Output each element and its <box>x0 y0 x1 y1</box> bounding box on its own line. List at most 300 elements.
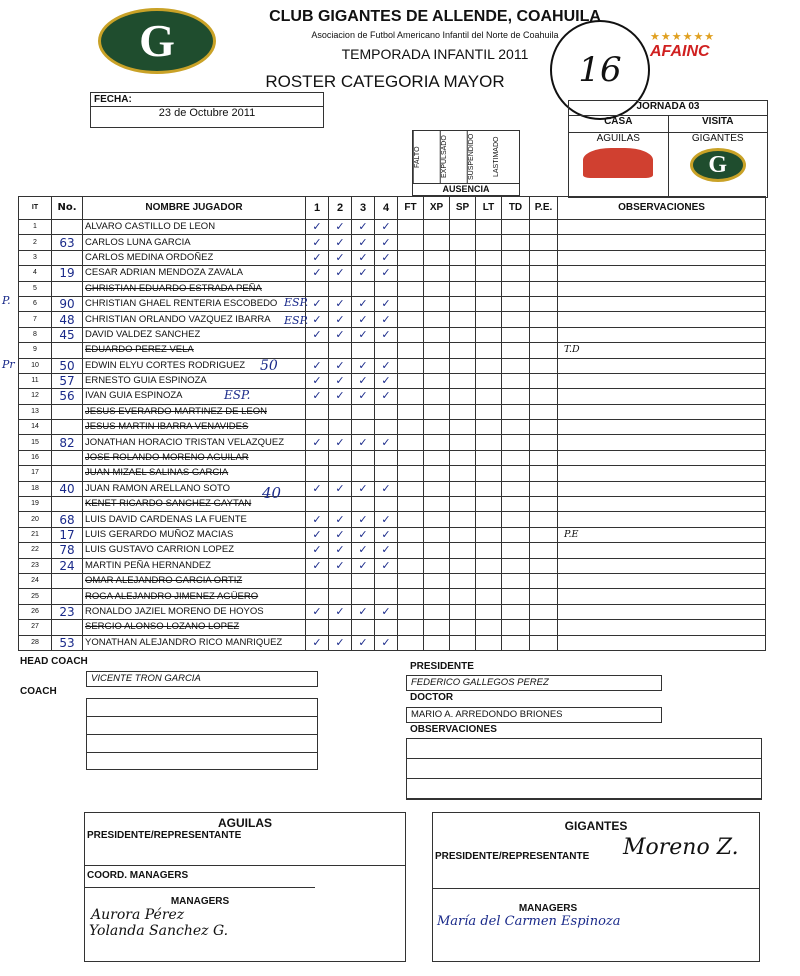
sp-cell <box>450 296 476 311</box>
ft-cell <box>398 373 424 388</box>
lt-cell <box>476 573 502 588</box>
player-it: 27 <box>19 620 52 635</box>
player-it: 24 <box>19 573 52 588</box>
table-row <box>19 266 766 281</box>
col-ft: FT <box>398 197 424 220</box>
roster-body <box>19 220 766 651</box>
sp-cell <box>450 558 476 573</box>
quarter-4-check <box>375 420 398 435</box>
sp-cell <box>450 373 476 388</box>
player-name: EDWIN ELYU CORTES RODRIGUEZ <box>83 358 306 373</box>
circled-number: 16 <box>550 20 650 120</box>
player-observation <box>558 220 766 235</box>
player-name: JESUS MARTIN IBARRA VENAVIDES <box>83 420 306 435</box>
lt-cell <box>476 266 502 281</box>
player-name: OMAR ALEJANDRO GARCIA ORTIZ <box>83 573 306 588</box>
quarter-3-check <box>352 404 375 419</box>
head-coach-field: VICENTE TRON GARCIA <box>86 671 318 687</box>
visita-label: VISITA <box>668 116 768 132</box>
sp-cell <box>450 404 476 419</box>
sp-cell <box>450 589 476 604</box>
quarter-4-check: ✓ <box>375 220 398 235</box>
quarter-2-check <box>329 620 352 635</box>
aguilas-title: AGUILAS <box>218 816 272 830</box>
lt-cell <box>476 512 502 527</box>
player-number: 63 <box>52 235 83 250</box>
table-row <box>19 466 766 481</box>
pe-cell <box>530 466 558 481</box>
lt-cell <box>476 327 502 342</box>
lt-cell <box>476 250 502 265</box>
ft-cell <box>398 404 424 419</box>
quarter-4-check: ✓ <box>375 481 398 496</box>
quarter-1-check <box>306 620 329 635</box>
quarter-1-check: ✓ <box>306 543 329 558</box>
quarter-1-check: ✓ <box>306 604 329 619</box>
pe-cell <box>530 327 558 342</box>
ft-cell <box>398 389 424 404</box>
table-row <box>19 635 766 650</box>
ft-cell <box>398 635 424 650</box>
table-row <box>19 389 766 404</box>
table-row <box>19 604 766 619</box>
ft-cell <box>398 558 424 573</box>
quarter-4-check: ✓ <box>375 312 398 327</box>
suspendido-col: SUSPENDIDO <box>467 131 494 183</box>
lt-cell <box>476 635 502 650</box>
td-cell <box>502 620 530 635</box>
quarter-2-check <box>329 589 352 604</box>
quarter-3-check: ✓ <box>352 558 375 573</box>
td-cell <box>502 558 530 573</box>
player-it: 20 <box>19 512 52 527</box>
player-it: 16 <box>19 450 52 465</box>
pe-cell <box>530 389 558 404</box>
ft-cell <box>398 497 424 512</box>
player-number: 19 <box>52 266 83 281</box>
quarter-3-check: ✓ <box>352 527 375 542</box>
quarter-2-check: ✓ <box>329 481 352 496</box>
doctor-field: MARIO A. ARREDONDO BRIONES <box>406 707 662 723</box>
player-observation <box>558 497 766 512</box>
player-it: 7 <box>19 312 52 327</box>
player-number: 53 <box>52 635 83 650</box>
sp-cell <box>450 235 476 250</box>
quarter-3-check: ✓ <box>352 635 375 650</box>
player-name: YONATHAN ALEJANDRO RICO MANRIQUEZ <box>83 635 306 650</box>
quarter-3-check: ✓ <box>352 250 375 265</box>
sp-cell <box>450 358 476 373</box>
lt-cell <box>476 373 502 388</box>
quarter-3-check <box>352 281 375 296</box>
quarter-2-check: ✓ <box>329 266 352 281</box>
td-cell <box>502 543 530 558</box>
quarter-4-check: ✓ <box>375 558 398 573</box>
quarter-1-check <box>306 343 329 358</box>
pe-cell <box>530 435 558 450</box>
player-number <box>52 220 83 235</box>
xp-cell <box>424 220 450 235</box>
pe-cell <box>530 604 558 619</box>
ft-cell <box>398 327 424 342</box>
td-cell <box>502 281 530 296</box>
table-row <box>19 373 766 388</box>
player-observation <box>558 235 766 250</box>
quarter-2-check: ✓ <box>329 389 352 404</box>
player-number <box>52 250 83 265</box>
player-observation <box>558 296 766 311</box>
player-it: 13 <box>19 404 52 419</box>
player-observation <box>558 404 766 419</box>
col-lt: LT <box>476 197 502 220</box>
player-observation <box>558 635 766 650</box>
quarter-1-check: ✓ <box>306 373 329 388</box>
quarter-3-check: ✓ <box>352 435 375 450</box>
sp-cell <box>450 266 476 281</box>
absence-header <box>412 130 520 196</box>
sp-cell <box>450 420 476 435</box>
absence-label: AUSENCIA <box>413 183 519 194</box>
player-observation <box>558 512 766 527</box>
pe-cell <box>530 589 558 604</box>
player-name: ERNESTO GUIA ESPINOZA <box>83 373 306 388</box>
td-cell <box>502 604 530 619</box>
quarter-2-check: ✓ <box>329 250 352 265</box>
xp-cell <box>424 389 450 404</box>
presidente-label: PRESIDENTE <box>410 661 474 672</box>
player-it: 6 <box>19 296 52 311</box>
player-name: JUAN MIZAEL SALINAS GARCIA <box>83 466 306 481</box>
player-observation <box>558 435 766 450</box>
player-it: 19 <box>19 497 52 512</box>
col-xp: XP <box>424 197 450 220</box>
quarter-3-check <box>352 466 375 481</box>
col-q2: 2 <box>329 197 352 220</box>
quarter-4-check <box>375 466 398 481</box>
quarter-2-check: ✓ <box>329 435 352 450</box>
quarter-4-check: ✓ <box>375 512 398 527</box>
player-number: 45 <box>52 327 83 342</box>
side-note-mark-1: P. <box>2 294 11 307</box>
sp-cell <box>450 635 476 650</box>
pe-cell <box>530 620 558 635</box>
quarter-2-check <box>329 497 352 512</box>
gigantes-pres-signature: Moreno Z. <box>623 835 739 860</box>
roster-title: ROSTER CATEGORIA MAYOR <box>265 72 505 91</box>
pe-cell <box>530 543 558 558</box>
quarter-1-check: ✓ <box>306 250 329 265</box>
player-it: 4 <box>19 266 52 281</box>
quarter-3-check: ✓ <box>352 358 375 373</box>
table-row <box>19 435 766 450</box>
table-row <box>19 250 766 265</box>
table-row <box>19 281 766 296</box>
player-it: 12 <box>19 389 52 404</box>
quarter-2-check: ✓ <box>329 373 352 388</box>
col-sp: SP <box>450 197 476 220</box>
td-cell <box>502 389 530 404</box>
pe-cell <box>530 450 558 465</box>
lt-cell <box>476 296 502 311</box>
table-row <box>19 343 766 358</box>
quarter-3-check: ✓ <box>352 373 375 388</box>
xp-cell <box>424 558 450 573</box>
lt-cell <box>476 420 502 435</box>
head-coach-label: HEAD COACH <box>20 656 88 667</box>
quarter-4-check <box>375 404 398 419</box>
quarter-3-check <box>352 573 375 588</box>
quarter-4-check <box>375 589 398 604</box>
quarter-2-check <box>329 573 352 588</box>
quarter-4-check <box>375 573 398 588</box>
player-name: SERGIO ALONSO LOZANO LOPEZ <box>83 620 306 635</box>
quarter-2-check: ✓ <box>329 635 352 650</box>
player-name: CARLOS MEDINA ORDOÑEZ <box>83 250 306 265</box>
aguilas-pres-label: PRESIDENTE/REPRESENTANTE <box>87 830 242 841</box>
packers-small-logo-icon: G <box>690 148 746 182</box>
sp-cell <box>450 312 476 327</box>
player-number <box>52 620 83 635</box>
lt-cell <box>476 604 502 619</box>
gigantes-signature-box <box>432 812 760 962</box>
player-observation <box>558 373 766 388</box>
roster-header-row <box>19 197 766 220</box>
td-cell <box>502 527 530 542</box>
player-name: JOSE ROLANDO MORENO AGUILAR <box>83 450 306 465</box>
ft-cell <box>398 573 424 588</box>
player-number: 40 <box>52 481 83 496</box>
quarter-2-check <box>329 404 352 419</box>
xp-cell <box>424 343 450 358</box>
player-number: 57 <box>52 373 83 388</box>
quarter-1-check: ✓ <box>306 512 329 527</box>
player-observation <box>558 481 766 496</box>
pe-cell <box>530 420 558 435</box>
player-it: 17 <box>19 466 52 481</box>
quarter-3-check <box>352 420 375 435</box>
table-row <box>19 512 766 527</box>
ft-cell <box>398 312 424 327</box>
quarter-2-check: ✓ <box>329 296 352 311</box>
player-number <box>52 343 83 358</box>
club-title: CLUB GIGANTES DE ALLENDE, COAHUILA <box>269 8 601 25</box>
lt-cell <box>476 404 502 419</box>
observaciones-label: OBSERVACIONES <box>410 724 497 735</box>
quarter-3-check: ✓ <box>352 327 375 342</box>
td-cell <box>502 589 530 604</box>
quarter-1-check <box>306 404 329 419</box>
sp-cell <box>450 327 476 342</box>
td-cell <box>502 250 530 265</box>
ft-cell <box>398 435 424 450</box>
quarter-4-check: ✓ <box>375 266 398 281</box>
player-number <box>52 589 83 604</box>
ft-cell <box>398 527 424 542</box>
aguilas-signature-1: Aurora Pérez <box>91 907 185 923</box>
col-pe: P.E. <box>530 197 558 220</box>
player-observation: P.E <box>558 527 766 542</box>
quarter-3-check: ✓ <box>352 512 375 527</box>
quarter-2-check: ✓ <box>329 312 352 327</box>
quarter-2-check <box>329 466 352 481</box>
quarter-3-check: ✓ <box>352 266 375 281</box>
quarter-1-check: ✓ <box>306 435 329 450</box>
player-number: 50 <box>52 358 83 373</box>
table-row <box>19 620 766 635</box>
quarter-3-check: ✓ <box>352 235 375 250</box>
col-no: No. <box>52 197 83 220</box>
sp-cell <box>450 543 476 558</box>
table-row <box>19 558 766 573</box>
quarter-2-check <box>329 450 352 465</box>
player-name: CARLOS LUNA GARCIA <box>83 235 306 250</box>
lt-cell <box>476 435 502 450</box>
td-cell <box>502 635 530 650</box>
xp-cell <box>424 512 450 527</box>
table-row <box>19 573 766 588</box>
pe-cell <box>530 635 558 650</box>
player-name: MARTIN PEÑA HERNANDEZ <box>83 558 306 573</box>
player-it: 2 <box>19 235 52 250</box>
player-name: DAVID VALDEZ SANCHEZ <box>83 327 306 342</box>
lastimado-col: LASTIMADO <box>493 136 501 178</box>
xp-cell <box>424 296 450 311</box>
xp-cell <box>424 589 450 604</box>
quarter-1-check <box>306 497 329 512</box>
coach-lines <box>86 698 318 770</box>
player-name: CESAR ADRIAN MENDOZA ZAVALA <box>83 266 306 281</box>
pe-cell <box>530 343 558 358</box>
sp-cell <box>450 466 476 481</box>
player-it: 10 <box>19 358 52 373</box>
player-name: CHRISTIAN ORLANDO VAZQUEZ IBARRA <box>83 312 306 327</box>
quarter-3-check: ✓ <box>352 220 375 235</box>
casa-team: AGUILAS <box>596 133 640 144</box>
sp-cell <box>450 620 476 635</box>
afa-logo-icon: ★★★★★★ AFAINC <box>650 31 716 60</box>
table-row <box>19 220 766 235</box>
quarter-4-check: ✓ <box>375 527 398 542</box>
quarter-4-check <box>375 620 398 635</box>
xp-cell <box>424 250 450 265</box>
player-it: 3 <box>19 250 52 265</box>
xp-cell <box>424 527 450 542</box>
quarter-4-check: ✓ <box>375 296 398 311</box>
ft-cell <box>398 466 424 481</box>
lt-cell <box>476 220 502 235</box>
player-it: 23 <box>19 558 52 573</box>
quarter-3-check <box>352 620 375 635</box>
gigantes-managers-signature: María del Carmen Espinoza <box>437 914 621 929</box>
player-number: 48 <box>52 312 83 327</box>
pe-cell <box>530 220 558 235</box>
table-row <box>19 497 766 512</box>
xp-cell <box>424 435 450 450</box>
quarter-4-check: ✓ <box>375 250 398 265</box>
sp-cell <box>450 435 476 450</box>
player-it: 8 <box>19 327 52 342</box>
col-q1: 1 <box>306 197 329 220</box>
ft-cell <box>398 589 424 604</box>
quarter-4-check: ✓ <box>375 604 398 619</box>
pe-cell <box>530 527 558 542</box>
side-note-esp-1: ESP. <box>284 296 309 309</box>
player-number: 82 <box>52 435 83 450</box>
player-name: ALVARO CASTILLO DE LEON <box>83 220 306 235</box>
player-observation <box>558 466 766 481</box>
xp-cell <box>424 327 450 342</box>
td-cell <box>502 512 530 527</box>
table-row <box>19 481 766 496</box>
player-observation <box>558 266 766 281</box>
quarter-3-check <box>352 497 375 512</box>
gigantes-title: GIGANTES <box>564 819 628 833</box>
td-cell <box>502 296 530 311</box>
td-cell <box>502 404 530 419</box>
quarter-3-check: ✓ <box>352 312 375 327</box>
col-q3: 3 <box>352 197 375 220</box>
quarter-2-check <box>329 420 352 435</box>
player-observation <box>558 327 766 342</box>
xp-cell <box>424 466 450 481</box>
pe-cell <box>530 404 558 419</box>
player-name: JUAN RAMON ARELLANO SOTO <box>83 481 306 496</box>
observaciones-lines <box>406 738 762 800</box>
lt-cell <box>476 235 502 250</box>
gigantes-pres-label: PRESIDENTE/REPRESENTANTE <box>435 851 590 862</box>
quarter-4-check: ✓ <box>375 373 398 388</box>
season-title: TEMPORADA INFANTIL 2011 <box>341 46 529 62</box>
td-cell <box>502 466 530 481</box>
player-number: 68 <box>52 512 83 527</box>
sp-cell <box>450 481 476 496</box>
player-name: RONALDO JAZIEL MORENO DE HOYOS <box>83 604 306 619</box>
quarter-1-check: ✓ <box>306 312 329 327</box>
player-it: 26 <box>19 604 52 619</box>
xp-cell <box>424 281 450 296</box>
quarter-4-check: ✓ <box>375 543 398 558</box>
player-name: CHRISTIAN GHAEL RENTERIA ESCOBEDO <box>83 296 306 311</box>
col-td: TD <box>502 197 530 220</box>
quarter-1-check: ✓ <box>306 266 329 281</box>
pe-cell <box>530 312 558 327</box>
quarter-1-check: ✓ <box>306 527 329 542</box>
td-cell <box>502 573 530 588</box>
xp-cell <box>424 420 450 435</box>
falto-col: FALTO <box>413 131 440 183</box>
sp-cell <box>450 250 476 265</box>
td-cell <box>502 420 530 435</box>
quarter-3-check: ✓ <box>352 481 375 496</box>
quarter-4-check <box>375 281 398 296</box>
aguilas-managers-label: MANAGERS <box>170 896 230 907</box>
lt-cell <box>476 527 502 542</box>
xp-cell <box>424 266 450 281</box>
td-cell <box>502 327 530 342</box>
ft-cell <box>398 481 424 496</box>
table-row <box>19 404 766 419</box>
quarter-2-check: ✓ <box>329 527 352 542</box>
td-cell <box>502 358 530 373</box>
lt-cell <box>476 481 502 496</box>
lt-cell <box>476 281 502 296</box>
sp-cell <box>450 389 476 404</box>
player-observation <box>558 358 766 373</box>
visita-team: GIGANTES <box>691 133 744 144</box>
td-cell <box>502 235 530 250</box>
player-observation <box>558 573 766 588</box>
gigantes-managers-label: MANAGERS <box>518 903 578 914</box>
